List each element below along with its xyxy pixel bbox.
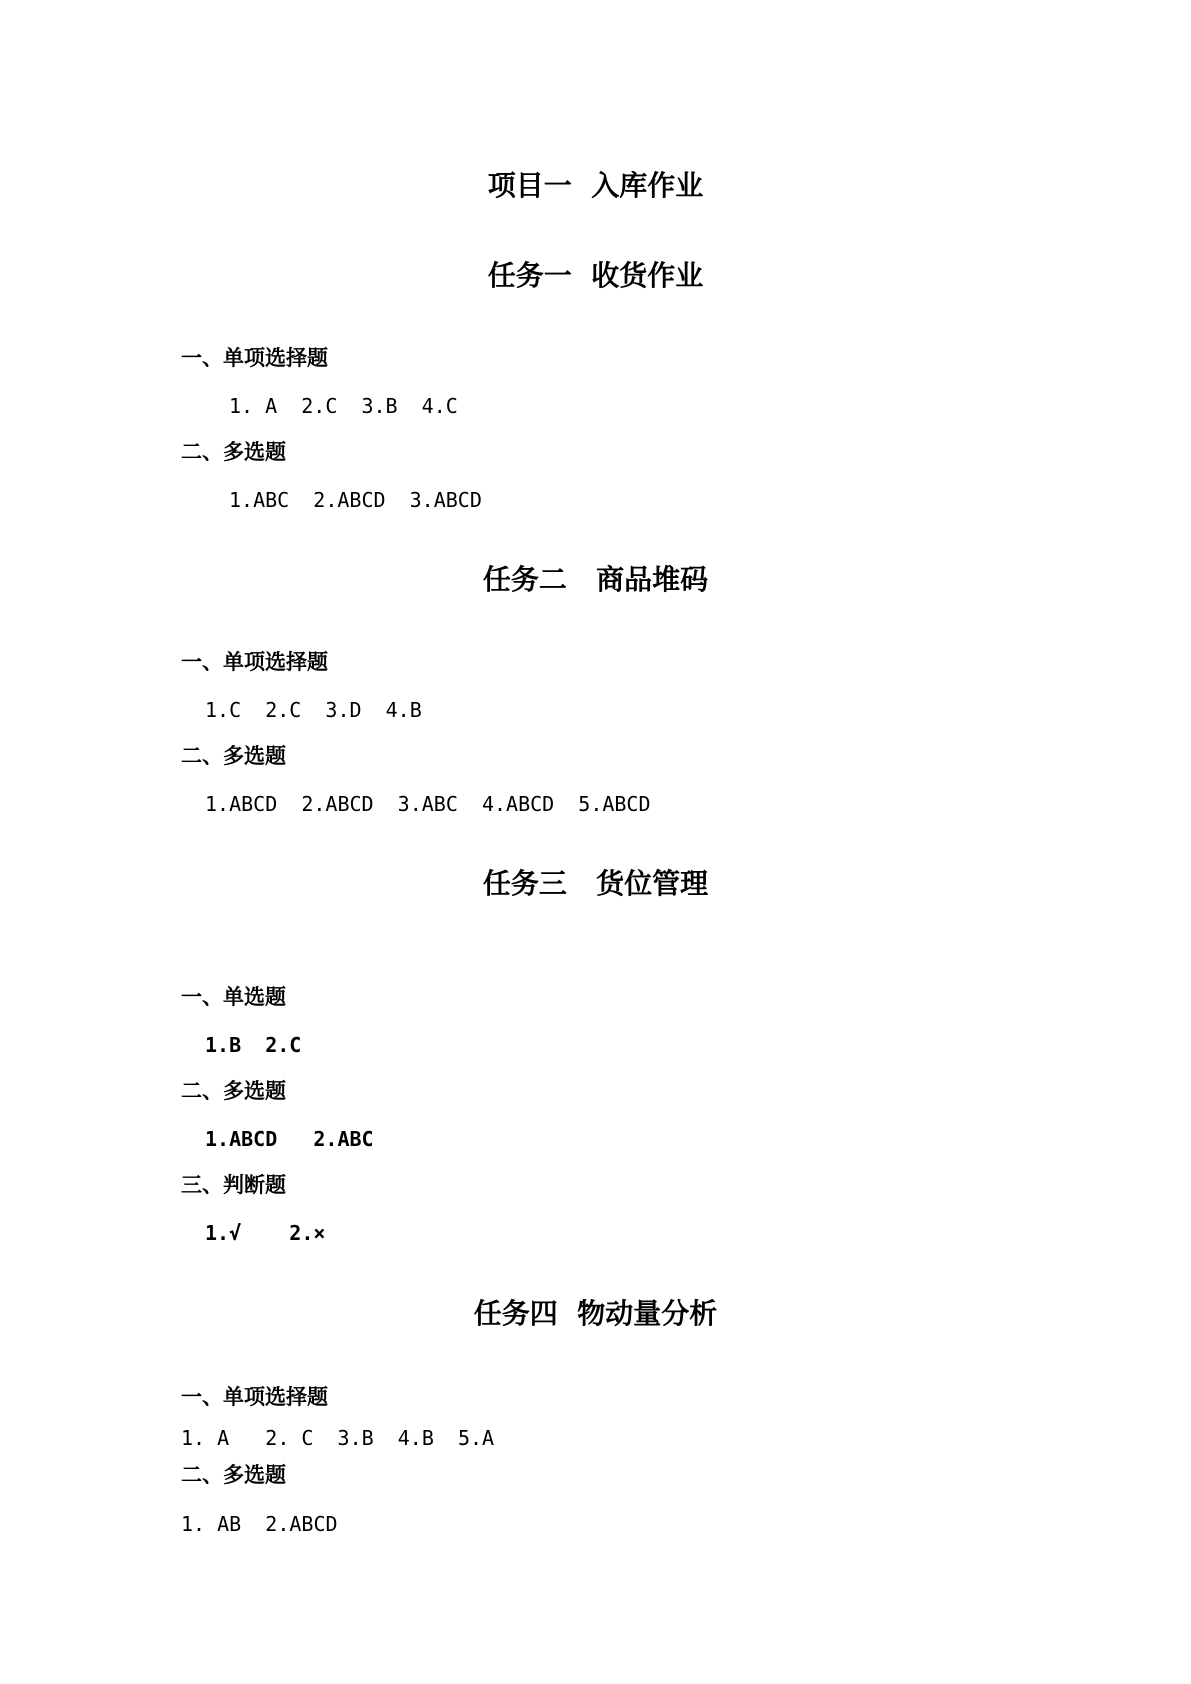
task-3-section-1-heading: 一、单选题 — [181, 984, 286, 1009]
task-1-section-2-heading: 二、多选题 — [181, 439, 286, 464]
task-4-section-2-heading: 二、多选题 — [181, 1462, 286, 1487]
task-2-title: 任务二 商品堆码 — [482, 563, 709, 596]
task-3-section-2-answers: 1.ABCD 2.ABC — [205, 1127, 374, 1151]
task-4-section-1-answers: 1. A 2. C 3.B 4.B 5.A — [181, 1426, 495, 1450]
task-2-section-2-answers: 1.ABCD 2.ABCD 3.ABC 4.ABCD 5.ABCD — [205, 792, 651, 816]
task-3-title: 任务三 货位管理 — [482, 867, 709, 900]
task-4-title: 任务四 物动量分析 — [473, 1297, 718, 1330]
task-1-title: 任务一 收货作业 — [487, 259, 704, 292]
task-4-section-1-heading: 一、单项选择题 — [181, 1384, 328, 1409]
task-3-section-3-answers: 1.√ 2.× — [205, 1221, 326, 1245]
task-1-section-1-answers: 1. A 2.C 3.B 4.C — [229, 394, 458, 418]
task-3-section-1-answers: 1.B 2.C — [205, 1033, 302, 1057]
task-2-section-1-heading: 一、单项选择题 — [181, 649, 328, 674]
task-3-section-3-heading: 三、判断题 — [181, 1172, 286, 1197]
task-3-section-2-heading: 二、多选题 — [181, 1078, 286, 1103]
task-1-section-2-answers: 1.ABC 2.ABCD 3.ABCD — [229, 488, 482, 512]
task-4-section-2-answers: 1. AB 2.ABCD — [181, 1512, 338, 1536]
project-title: 项目一 入库作业 — [487, 169, 704, 202]
task-2-section-1-answers: 1.C 2.C 3.D 4.B — [205, 698, 422, 722]
task-1-section-1-heading: 一、单项选择题 — [181, 345, 328, 370]
task-2-section-2-heading: 二、多选题 — [181, 743, 286, 768]
